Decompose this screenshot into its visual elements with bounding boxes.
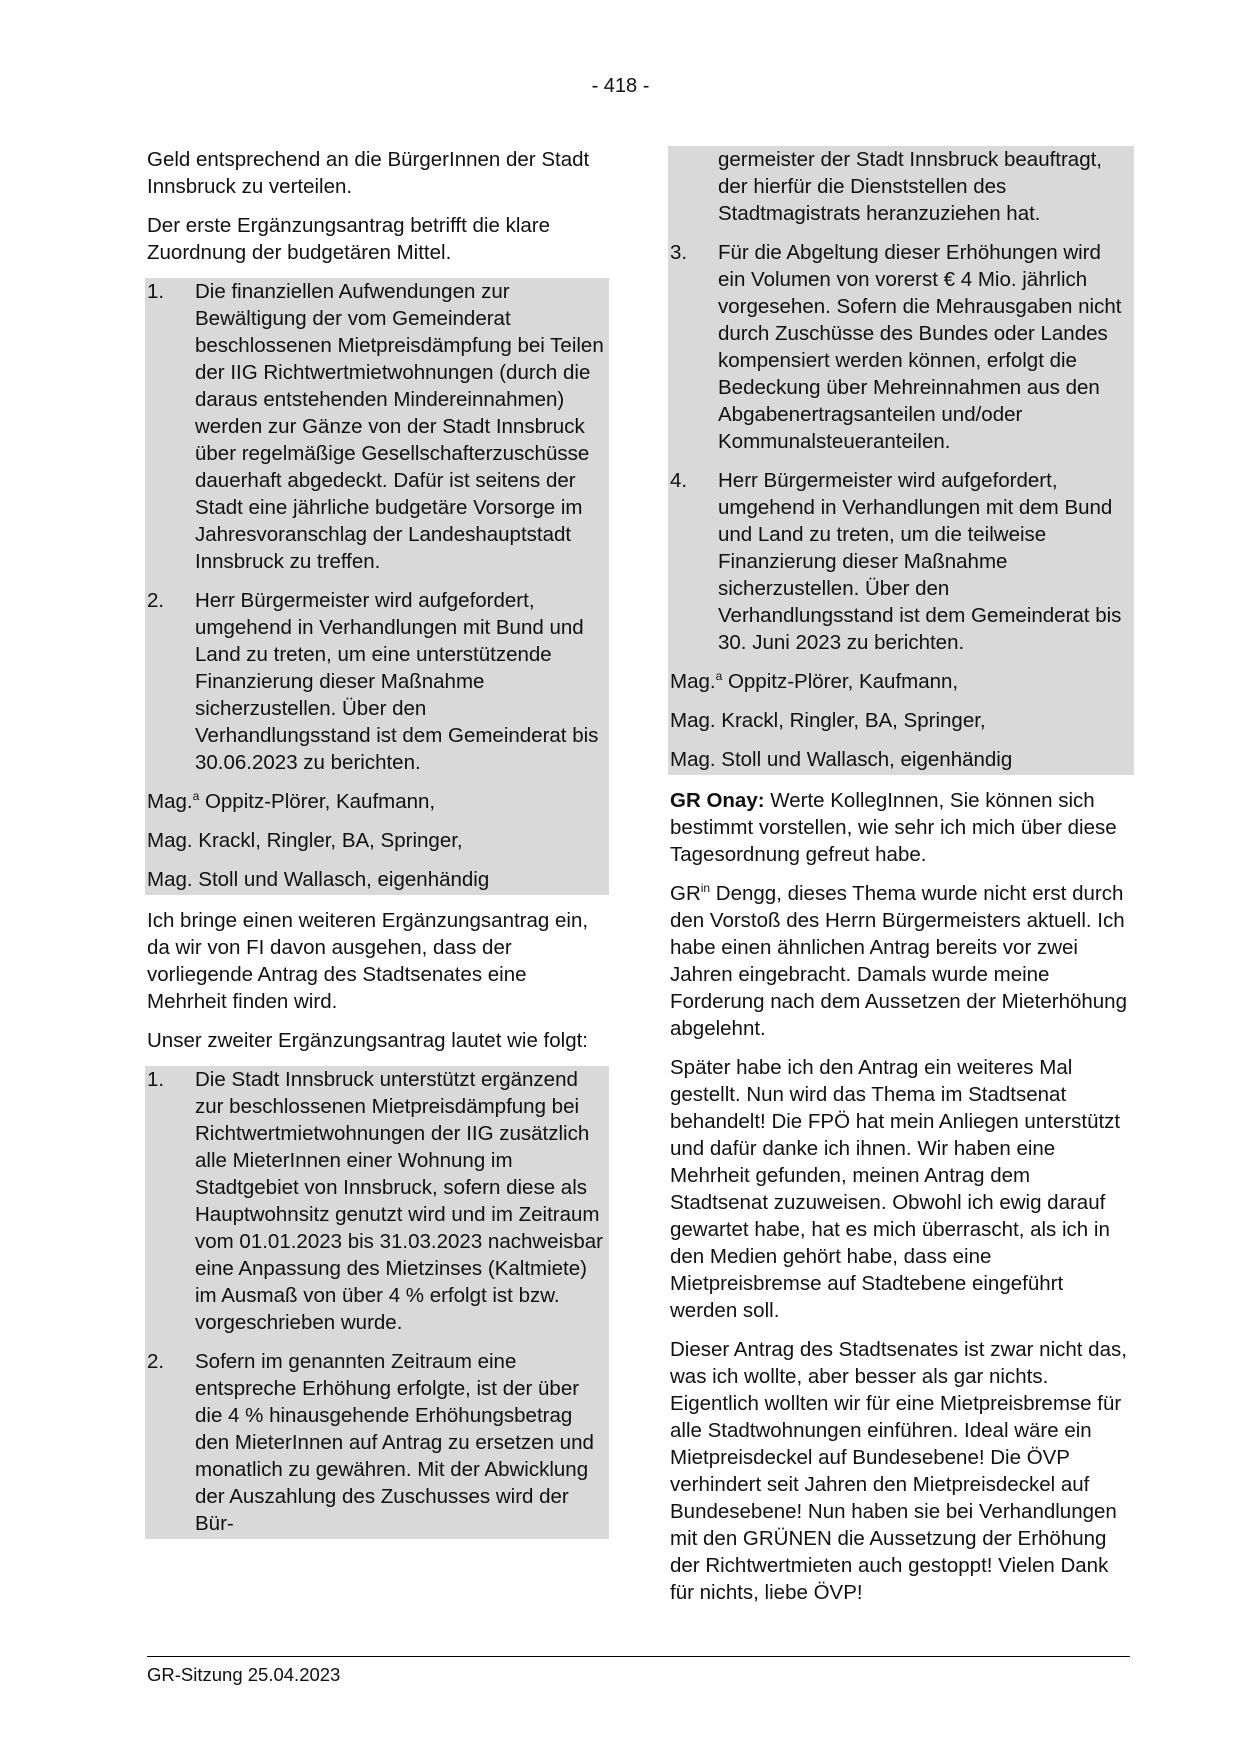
item-text: Herr Bürgermeister wird aufgefordert, umgehend in Verhandlungen mit Bund und Land zu treten, um eine unterstützende Finanzierung dieser Maßnahme sicherzustellen. Über den Verhandlungsstand ist dem Gemeinderat bis 30.06.2023 zu berichten.: [195, 589, 599, 774]
speech-paragraph: Dieser Antrag des Stadtsenates ist zwar nicht das, was ich wollte, aber besser als gar nichts. Eigentlich wollten wir für eine Mietpreisbremse für alle Stadtwohnungen einführen. Ideal wäre ein Mietpreisdeckel auf Bundesebene! Die ÖVP verhindert seit Jahren den Mietpreisdeckel auf Bundesebene! Nun haben sie bei Verhandlungen mit den GRÜNEN die Aussetzung der Erhöhung der Richtwertmieten auch gestoppt! Vielen Dank für nichts, liebe ÖVP!: [670, 1338, 1127, 1604]
item-text: Herr Bürgermeister wird aufgefordert, umgehend in Verhandlungen mit dem Bund und Land zu treten, um die teilweise Finanzierung dieser Maßnahme sicherzustellen. Über den Verhandlungsstand ist dem Gemeinderat bis 30. Juni 2023 zu berichten.: [718, 469, 1122, 654]
motion-item: [670, 467, 1130, 656]
motion-block-2: [145, 1066, 609, 1539]
item-text: Die finanziellen Aufwendungen zur Bewältigung der vom Gemeinderat beschlossenen Mietpreisdämpfung bei Teilen der IIG Richtwertmietwohnungen (durch die daraus entstehenden Mindereinnahmen) werden zur Gänze von der Stadt Innsbruck über regelmäßige Gesellschafterzuschüsse dauerhaft abgedeckt. Dafür ist seitens der Stadt eine jährliche budgetäre Vorsorge im Jahresvoranschlag der Landeshauptstadt Innsbruck zu treffen.: [195, 280, 604, 573]
left-column: [147, 146, 605, 1551]
speech-paragraph: $GR^{in}$ Dengg, dieses Thema wurde nicht erst durch den Vorstoß des Herrn Bürgermeisters aktuell. Ich habe einen ähnlichen Antrag bereits vor zwei Jahren eingebracht. Damals wurde meine Forderung nach dem Aussetzen der Mieterhöhung abgelehnt.: [670, 881, 1127, 1040]
speaker-name: GR Onay:: [670, 789, 765, 812]
signature-line: Mag.$^a$ Oppitz-Plörer, Kaufmann,: [670, 669, 959, 693]
motion-item: [147, 278, 605, 575]
signature-line: Mag.$^a$ Oppitz-Plörer, Kaufmann,: [147, 789, 436, 813]
item-number: 2.: [147, 1350, 165, 1373]
speech-paragraph: Später habe ich den Antrag ein weiteres Mal gestellt. Nun wird das Thema im Stadtsenat behandelt! Die FPÖ hat mein Anliegen unterstützt und dafür danke ich ihnen. Wir haben eine Mehrheit gefunden, meinen Antrag dem Stadtsenat zuzuweisen. Obwohl ich ewig darauf gewartet habe, hat es mich überrascht, als ich in den Medien gehört habe, dass eine Mietpreisbremse auf Stadtebene eingeführt werden soll.: [670, 1056, 1121, 1322]
signature-line: Mag. Stoll und Wallasch, eigenhändig: [147, 868, 490, 891]
motion-item: [147, 1348, 605, 1539]
motion-block-2-continued: [668, 146, 1134, 775]
paragraph: Geld entsprechend an die BürgerInnen der Stadt Innsbruck zu verteilen.: [147, 148, 590, 198]
paragraph: Ich bringe einen weiteren Ergänzungsantrag ein, da wir von FI davon ausgehen, dass der vorliegende Antrag des Stadtsenates eine Mehrheit finden wird.: [147, 909, 589, 1013]
item-text: Sofern im genannten Zeitraum eine entspreche Erhöhung erfolgte, ist der über die 4 % hinausgehende Erhöhungsbetrag den MieterInnen auf Antrag zu ersetzen und monatlich zu gewähren. Mit der Abwicklung der Auszahlung des Zuschusses wird der Bür-: [195, 1350, 594, 1535]
item-number: 4.: [670, 469, 688, 492]
item-number: 1.: [147, 280, 165, 303]
item-text-continued: germeister der Stadt Innsbruck beauftragt, der hierfür die Dienststellen des Stadtmagistrats heranzuziehen hat.: [718, 148, 1103, 225]
signature-line: Mag. Stoll und Wallasch, eigenhändig: [670, 748, 1013, 771]
motion-block-1: [145, 278, 609, 895]
page-number: - 418 -: [591, 75, 650, 97]
item-number: 2.: [147, 589, 165, 612]
item-text: Für die Abgeltung dieser Erhöhungen wird ein Volumen von vorerst € 4 Mio. jährlich vorgesehen. Sofern die Mehrausgaben nicht durch Zuschüsse des Bundes oder Landes kompensiert werden können, erfolgt die Bedeckung über Mehreinnahmen aus den Abgabenertragsanteilen und/oder Kommunalsteueranteilen.: [718, 241, 1122, 453]
motion-item: [147, 1066, 605, 1336]
speech-paragraph: GR Onay: Werte KollegInnen, Sie können sich bestimmt vorstellen, wie sehr ich mich über diese Tagesordnung gefreut habe.: [670, 789, 1117, 866]
motion-item: [147, 587, 605, 776]
item-number: 3.: [670, 241, 688, 264]
item-text: Die Stadt Innsbruck unterstützt ergänzend zur beschlossenen Mietpreisdämpfung bei Richtwertmietwohnungen der IIG zusätzlich alle MieterInnen einer Wohnung im Stadtgebiet von Innsbruck, sofern diese als Hauptwohnsitz genutzt wird und im Zeitraum vom 01.01.2023 bis 31.03.2023 nachweisbar eine Anpassung des Mietzinses (Kaltmiete) im Ausmaß von über 4 % erfolgt ist bzw. vorgeschrieben wurde.: [195, 1068, 604, 1334]
item-number: 1.: [147, 1068, 165, 1091]
footer-divider: [147, 1656, 1130, 1657]
right-column: [670, 146, 1130, 1618]
paragraph: Unser zweiter Ergänzungsantrag lautet wie folgt:: [147, 1029, 588, 1052]
motion-item: [670, 239, 1130, 455]
signature-line: Mag. Krackl, Ringler, BA, Springer,: [147, 829, 463, 852]
footer-text: GR-Sitzung 25.04.2023: [147, 1664, 341, 1685]
paragraph: Der erste Ergänzungsantrag betrifft die klare Zuordnung der budgetären Mittel.: [147, 214, 551, 264]
signature-line: Mag. Krackl, Ringler, BA, Springer,: [670, 709, 986, 732]
